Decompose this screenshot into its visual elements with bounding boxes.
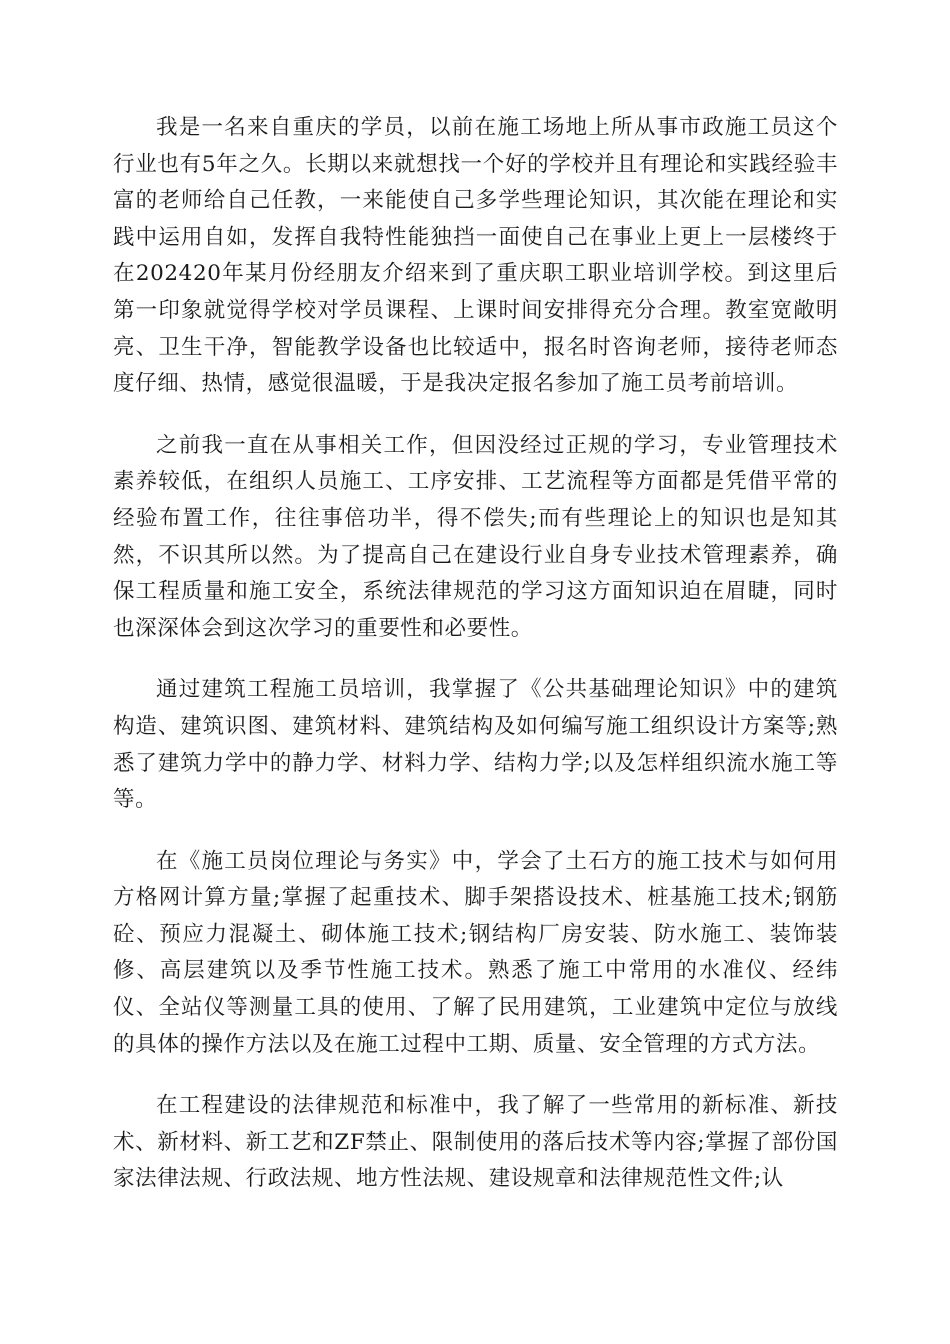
paragraph-1: 我是一名来自重庆的学员，以前在施工场地上所从事市政施工员这个行业也有5年之久。长期以来就想找一个好的学校并且有理论和实践经验丰富的老师给自己任教，一来能使自己多学些理论知识，其次能在理论和实践中运用自如，发挥自我特性能独挡一面使自己在事业上更上一层楼终于在202420年某月份经朋友介绍来到了重庆职工职业培训学校。到这里后第一印象就觉得学校对学员课程、上课时间安排得充分合理。教室宽敞明亮、卫生干净，智能教学设备也比较适中，报名时咨询老师，接待老师态度仔细、热情，感觉很温暖，于是我决定报名参加了施工员考前培训。: [113, 115, 838, 397]
paragraph-5: 在工程建设的法律规范和标准中，我了解了一些常用的新标准、新技术、新材料、新工艺和ZF禁止、限制使用的落后技术等内容;掌握了部份国家法律法规、行政法规、地方性法规、建设规章和法律规范性文件;认: [113, 1093, 838, 1192]
document-body: [113, 110, 838, 1198]
paragraph-4: 在《施工员岗位理论与务实》中，学会了土石方的施工技术与如何用方格网计算方量;掌握了起重技术、脚手架搭设技术、桩基施工技术;钢筋砼、预应力混凝土、砌体施工技术;钢结构厂房安装、防水施工、装饰装修、高层建筑以及季节性施工技术。熟悉了施工中常用的水准仪、经纬仪、全站仪等测量工具的使用、了解了民用建筑，工业建筑中定位与放线的具体的操作方法以及在施工过程中工期、质量、安全管理的方式方法。: [113, 848, 838, 1057]
paragraph-3: 通过建筑工程施工员培训，我掌握了《公共基础理论知识》中的建筑构造、建筑识图、建筑材料、建筑结构及如何编写施工组织设计方案等;熟悉了建筑力学中的静力学、材料力学、结构力学;以及怎样组织流水施工等等。: [113, 677, 838, 813]
paragraph-2: 之前我一直在从事相关工作，但因没经过正规的学习，专业管理技术素养较低，在组织人员施工、工序安排、工艺流程等方面都是凭借平常的经验布置工作，往往事倍功半，得不偿失;而有些理论上的知识也是知其然，不识其所以然。为了提高自己在建设行业自身专业技术管理素养，确保工程质量和施工安全，系统法律规范的学习这方面知识迫在眉睫，同时也深深体会到这次学习的重要性和必要性。: [113, 432, 838, 641]
